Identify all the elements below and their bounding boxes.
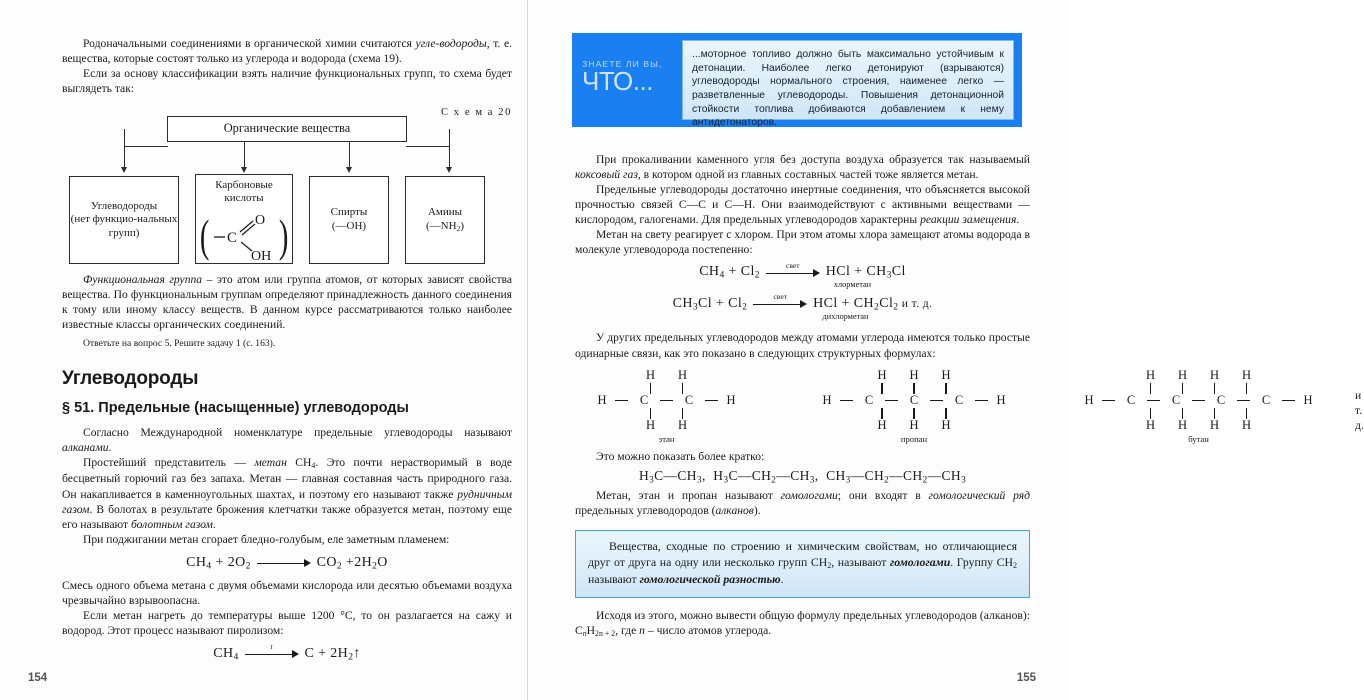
equation-caption-chloromethane: хлорметан [833,280,872,290]
structure-propane [814,369,1014,445]
did-you-know-kicker: ЗНАЕТЕ ЛИ ВЫ, [582,59,663,69]
text-run: Согласно Международной номенклатуре предельные углеводороды называют [83,426,512,440]
atom-h: H [909,418,919,433]
scheme-connector [449,129,450,147]
atom-row-bottom [589,419,744,433]
scheme-box-title: Спирты [330,206,368,219]
scheme-root-box [167,116,407,142]
page-number-right: 155 [1016,672,1036,684]
scheme-connector [349,142,350,168]
svg-text:OH: OH [251,248,272,264]
scheme-box-subtitle: $(—NH_2)$ [426,219,464,233]
text-run: Предельные углеводороды достаточно инертные соединения, что объясняется высокой прочностью связей C—C и C—H. Они взаимодействуют с активными веществами — кислородом, галогенами. Для предельных углеводородов характерны [575,183,1030,227]
text-run: называют [588,571,640,586]
atom-h: H [941,368,951,383]
svg-text:C: C [227,229,238,246]
paragraph-alkanes [62,425,512,455]
text-run: , где [615,623,640,637]
text-run: Вещества, сходные по строению и химическим свойствам, но отличающиеся друг от друга на одну или несколько групп CH [588,539,1017,569]
backbone [615,392,718,408]
text-run: При прокаливании каменного угля без доступа воздуха образуется так называемый [596,153,1030,166]
text-run: . [108,441,112,455]
atom-row-bottom [1076,419,1321,433]
atom-h: H [877,418,887,433]
text-run: Простейший представитель — [83,456,255,470]
atom-row-top [1076,369,1321,383]
left-paren: ( [199,210,210,262]
equation-tail: и т. д. [898,296,933,310]
scheme-connector [449,146,450,168]
scheme-box-amines [405,176,485,264]
text-run: – число атомов углерода. [644,623,772,637]
subscript-n: n [582,628,587,638]
atom-c: C [1126,393,1136,408]
scheme-connector [124,146,168,147]
term-alkanes: алканов [715,504,754,518]
section-title: § 51. Предельные (насыщенные) углеводороды [62,400,409,417]
term-mine-gas: рудничным газом [62,487,512,516]
definition-text [588,539,1017,587]
scheme-arrow-icon [446,167,452,173]
term-homologues: гомологами [780,489,838,503]
scheme-connector [244,142,245,168]
scheme-connector [124,146,125,168]
text-run: Исходя из этого, можно вывести общую формулу предельных углеводородов (алканов): C [575,608,1030,637]
text-run: ). [753,504,761,518]
scheme-box-carboxylic-acids [195,174,293,264]
paragraph-inertness [575,182,1030,227]
left-page-content [62,36,512,669]
atom-h: H [597,393,607,408]
backbone-row [589,394,744,408]
paragraph-chlorination: Метан на свету реагирует с хлором. При этом атомы хлора замещают атомы водорода в молекуле углеводорода постепенно: [575,228,1030,257]
text-run: . [212,517,216,531]
scheme-arrow-icon [121,167,127,173]
atom-c: C [1261,393,1271,408]
right-paren: ) [278,210,289,262]
backbone [1102,392,1295,408]
scheme-label: С х е м а 20 [440,107,512,119]
atom-c: C [864,393,874,408]
scheme-arrow-icon [346,167,352,173]
condensed-formulas: $H_3C—CH_3$, $H_3C—CH_2—CH_3$, $CH_3—CH_2—CH_2—CH_3$ [638,467,967,485]
definition-box [575,530,1030,597]
scheme-box-subtitle: (нет функцио-нальных групп) [70,213,178,239]
equation-chlorination-1: $CH_4 + Cl_2$ свет HCl + $CH_3Cl$ [699,260,906,281]
paragraph-methane [62,455,512,531]
atom-row-top [814,369,1014,383]
atom-h: H [1303,393,1313,408]
cooh-structure-icon [212,210,276,264]
variable-n: n [639,623,645,637]
text-run: предельных углеводородов ( [575,504,716,518]
backbone [840,392,988,408]
scheme-connector [124,129,125,147]
equation-pyrolysis: $CH_4$ t $C + 2H_2↑$ [213,642,361,663]
atom-h: H [645,368,656,383]
paragraph-single-bonds: У других предельных углеводородов между атомами углерода имеются только простые одинарные связи, как это показано в следующих структурных формулах: [575,331,1030,360]
did-you-know-text: ...моторное топливо должно быть максимально устойчивым к детонации. Наиболее легко детонируют (взрываются) углеводороды нормального строения, наименее легко — разветвленные углеводороды. Повышения детонационной стойкости топлива добиваются добавлением к нему антидетонаторов. [682,40,1014,120]
scheme-box-title: Углеводороды [90,199,158,212]
did-you-know-title: ЧТО... [582,66,653,96]
text-run: H [586,623,596,637]
atom-h: H [645,418,656,433]
equation-caption-dichloromethane: дихлорметан [822,311,869,321]
scheme-20-diagram [62,116,512,266]
text-run: . Группу CH [950,554,1013,569]
text-run: Родоначальными соединениями в органической химии считаются [83,37,416,50]
subscript: 2 [1012,560,1017,570]
atom-h: H [1241,368,1252,383]
scheme-box-title: Карбоновые [215,178,273,191]
atom-h: H [1084,393,1094,408]
subscript-2n2: 2n + 2 [595,628,616,638]
term-hydrocarbons: угле-водороды [415,37,487,50]
chapter-title: Углеводороды [62,367,199,389]
paragraph-short-notation: Это можно показать более кратко: [596,449,765,463]
equation-combustion: $CH_4 + 2O_2$ $CO_2 +2H_2O$ [186,554,388,572]
atom-h: H [1177,368,1188,383]
scheme-box-alcohols [309,176,389,264]
carboxyl-group-formula [196,206,292,268]
did-you-know-heading [572,33,682,127]
structural-formulas-group [575,368,1364,445]
atom-c: C [1216,393,1226,408]
atom-h: H [1145,368,1156,383]
atom-c: C [1171,393,1181,408]
right-page-content [575,152,1364,639]
term-functional-group: Функциональная группа [83,272,203,286]
term-methane: метан [254,456,287,470]
atom-h: H [996,393,1006,408]
reaction-arrow-icon: свет [753,303,807,304]
paragraph-classification: Если за основу классификации взять наличие функциональных групп, то схема будет выглядеть так: [62,67,512,96]
text-run: . [1016,213,1020,227]
task-note: Ответьте на вопрос 5. Решите задачу 1 (с. 163). [83,338,276,350]
text-run: . В болотах в результате брожения клетчатки также образуется метан, поэтому еще его называют [62,502,512,531]
page-gutter [527,0,528,700]
paragraph-origin-compounds [62,36,512,66]
structures-etc-label: и т. д. [1355,388,1364,432]
atom-h: H [909,368,919,383]
paragraph-homologues [575,488,1030,518]
atom-h: H [726,393,736,408]
atom-h: H [677,418,688,433]
paragraph-pyrolysis: Если метан нагреть до температуры выше 1200 °C, то он разлагается на сажу и водород. Этот процесс называют пиролизом: [62,608,512,637]
term-homologous-series: гомологический ряд [928,489,1030,503]
term-homologues-bold: гомологами [889,554,951,569]
term-coke-gas: коксовый газ [575,168,638,182]
atom-c: C [954,393,964,408]
subscript: 2 [827,560,832,570]
reaction-arrow-icon: t [245,653,299,654]
backbone-row [1076,394,1321,408]
text-run: . [780,571,784,586]
right-page [527,0,1364,700]
atom-c: C [909,393,919,408]
structure-name: этан [658,433,675,444]
term-alkanes: алканами [62,441,109,455]
atom-h: H [1209,418,1220,433]
paragraph-explosive: Смесь одного объема метана с двумя объемами кислорода или десятью объемами воздуха чрезвычайно взрывоопасна. [62,578,512,607]
structure-ethane [589,369,744,445]
backbone-row [814,394,1014,408]
paragraph-coke-gas [575,152,1030,182]
atom-h: H [941,418,951,433]
scheme-box-subtitle: (—OH) [331,219,367,232]
svg-text:O: O [255,212,266,228]
left-page [0,0,527,700]
text-run: . Это почти нерастворимый в воде бесцветный горючий газ без запаха. Метан — главная составная часть природного газа. Он накапливается в каменноугольных шахтах, и поэтому его называют также [62,456,512,501]
equation-chlorination-2: $CH_3Cl + Cl_2$ свет HCl + $CH_2Cl_2$ и т. д. [672,292,933,313]
text-run: , называют [831,554,890,569]
scheme-arrow-icon [241,167,247,173]
text-run: – это атом или группа атомов, от которых зависят свойства вещества. По функциональным группам определяют принадлежность данного соединения к тому или иному классу веществ. В данном курсе рассматриваются только наиболее известные классы органических соединений. [62,272,512,332]
paragraph-general-formula [575,608,1030,639]
scheme-box-title: Амины [427,206,463,219]
structure-name: пропан [900,433,928,444]
reaction-arrow-icon [257,562,311,563]
did-you-know-box [572,33,1022,127]
atom-h: H [677,368,688,383]
text-run: , в котором одной из главных составных частей тоже является метан. [637,168,979,182]
term-homologous-difference-bold: гомологической разностью [639,571,781,586]
page-number-left: 154 [28,672,48,684]
text-run: Метан, этан и пропан называют [596,489,781,503]
scheme-box-subtitle: кислоты [224,192,264,205]
text-run: , т. е. вещества, которые состоят только из углерода и водорода (схема 19). [62,37,512,66]
paragraph-functional-group [62,272,512,332]
structure-name: бутан [1188,433,1209,444]
atom-h: H [1241,418,1252,433]
atom-c: C [684,393,694,408]
scheme-box-hydrocarbons [69,176,179,264]
term-substitution-reactions: реакции замещения [920,213,1017,227]
atom-c: C [639,393,649,408]
scheme-connector [406,146,450,147]
scheme-root-label: Органические вещества [223,121,351,136]
atom-h: H [1177,418,1188,433]
atom-h: H [1145,418,1156,433]
atom-row-top [589,369,744,383]
paragraph-ignition: При поджигании метан сгорает бледно-голубым, еле заметным пламенем: [83,532,450,546]
text-run: ; они входят в [837,489,929,503]
atom-h: H [822,393,832,408]
reaction-arrow-icon: свет [766,272,820,273]
atom-h: H [877,368,887,383]
atom-row-bottom [814,419,1014,433]
atom-h: H [1209,368,1220,383]
term-marsh-gas: болотным газом [130,517,213,531]
structure-butane [1076,369,1321,445]
formula-ch4: $CH_4$ [286,456,316,471]
